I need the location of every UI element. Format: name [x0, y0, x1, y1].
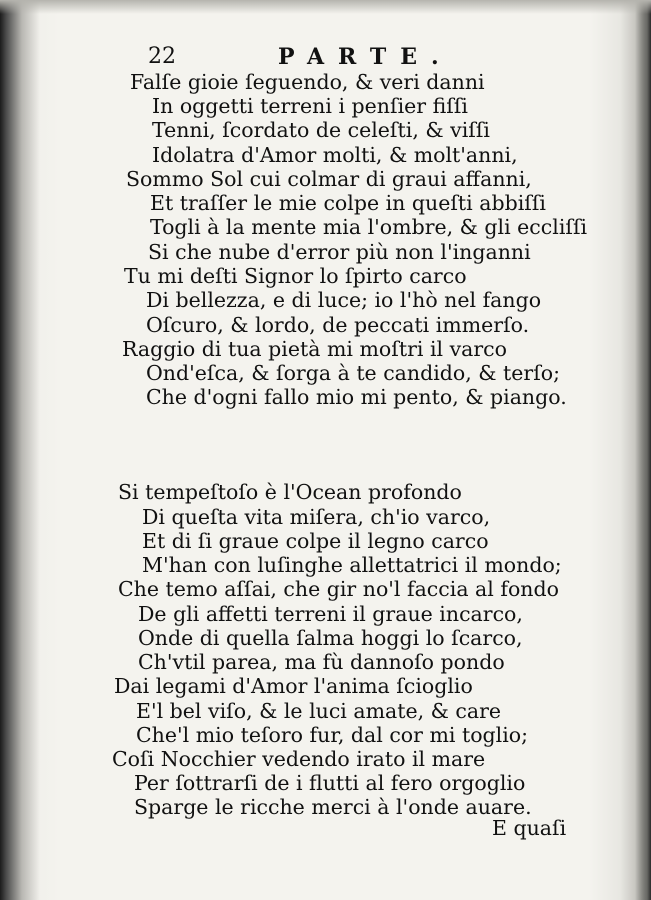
verse-line: Onde di quella ſalma hoggi lo ſcarco, — [138, 626, 523, 650]
verse-line: E'l bel viſo, & le luci amate, & care — [136, 699, 502, 723]
page-edge — [635, 0, 651, 900]
page-header — [148, 42, 468, 72]
verse-line: Ond'eſca, & ſorga à te candido, & terſo; — [146, 361, 561, 385]
verse-line: Si che nube d'error più non l'inganni — [148, 240, 531, 264]
verse-line: Et di ſi graue colpe il legno carco — [142, 529, 489, 553]
verse-line: Togli à la mente mia l'ombre, & gli eccliſſi — [150, 215, 588, 239]
verse-line: Falſe gioie ſeguendo, & veri danni — [130, 70, 485, 94]
verse-line: Si tempeſtoſo è l'Ocean profondo — [118, 480, 462, 504]
verse-line: Di queſta vita miſera, ch'io varco, — [142, 505, 491, 529]
verse-line: Ch'vtil parea, ma fù dannoſo pondo — [138, 650, 505, 674]
verse-line: Che temo aſſai, che gir no'l faccia al fondo — [118, 577, 559, 601]
verse-line: Che'l mio teſoro fur, dal cor mi toglio; — [136, 723, 529, 747]
verse-line: Tu mi deſti Signor lo ſpirto carco — [124, 264, 467, 288]
verse-line: De gli affetti terreni il graue incarco, — [138, 602, 523, 626]
verse-line: Et traſſer le mie colpe in queſti abbiſſi — [150, 191, 546, 215]
verse-line: Raggio di tua pietà mi moſtri il varco — [122, 337, 507, 361]
verse-line: Idolatra d'Amor molti, & molt'anni, — [152, 143, 518, 167]
catchword: E quaſi — [492, 816, 567, 840]
verse-line: Di bellezza, e di luce; io l'hò nel fango — [146, 288, 542, 312]
verse-line: M'han con luſinghe allettatrici il mondo; — [142, 553, 562, 577]
verse-line: Oſcuro, & lordo, de peccati immerſo. — [146, 313, 530, 337]
verse-line: Coſi Nocchier vedendo irato il mare — [112, 747, 486, 771]
binding-gutter — [0, 0, 40, 900]
verse-line: Dai legami d'Amor l'anima ſcioglio — [114, 674, 473, 698]
verse-line: Sommo Sol cui colmar di graui affanni, — [126, 167, 532, 191]
verse-line: Sparge le ricche merci à l'onde auare. — [134, 795, 532, 819]
verse-line: Tenni, ſcordato de celeſti, & viſſi — [152, 118, 490, 142]
page-number: 22 — [148, 44, 176, 69]
verse-line: In oggetti terreni i penſier fiſſi — [152, 94, 468, 118]
running-title: PARTE. — [278, 44, 453, 70]
verse-line: Che d'ogni fallo mio mi pento, & piango. — [146, 385, 567, 409]
page-top-shadow — [0, 0, 651, 14]
verse-line: Per ſottrarſi de i flutti al fero orgoglio — [134, 771, 526, 795]
